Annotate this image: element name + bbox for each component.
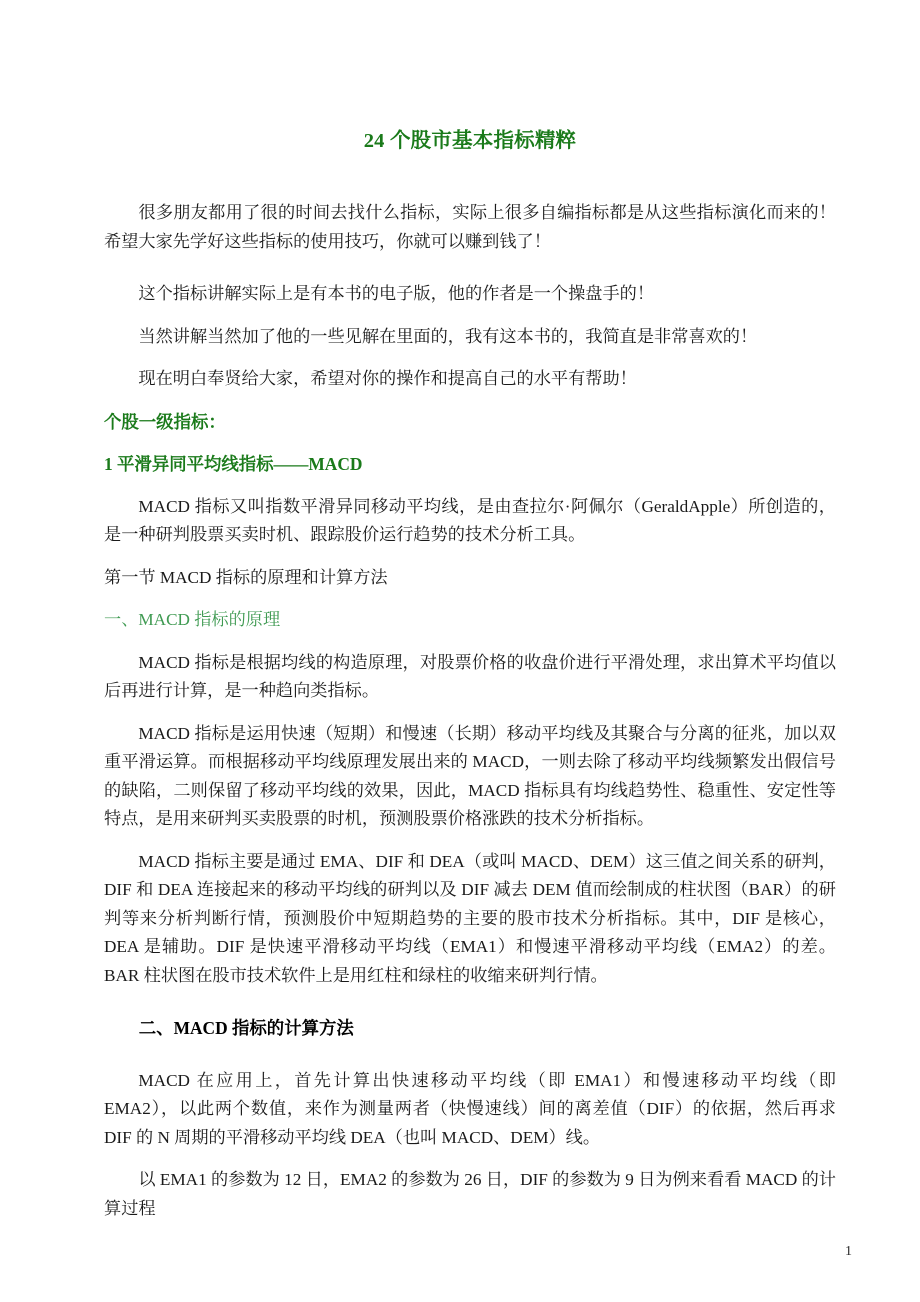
spacer <box>104 351 836 365</box>
spacer <box>104 394 836 408</box>
paragraph-intro-3: 当然讲解当然加了他的一些见解在里面的，我有这本书的，我简直是非常喜欢的！ <box>138 326 758 346</box>
spacer <box>104 592 836 606</box>
spacer <box>104 1043 836 1067</box>
heading-macd-calculation-method: 二、MACD 指标的计算方法 <box>138 1018 354 1038</box>
paragraph-intro-1: 很多朋友都用了很的时间去找什么指标，实际上很多自编指标都是从这些指标演化而来的！希望大家先学好这些指标的使用技巧，你就可以赚到钱了！ <box>104 203 836 251</box>
spacer <box>104 479 836 493</box>
paragraph-principle-2: MACD 指标是运用快速（短期）和慢速（长期）移动平均线及其聚合与分离的征兆，加以双重平滑运算。而根据移动平均线原理发展出来的 MACD，一则去除了移动平均线频繁发出假信号的缺陷，二则保留了移动平均线的效果，因此，MACD 指标具有均线趋势性、稳重性、安定性等特点，是用来研判买卖股票的时机，预测股票价格涨跌的技术分析指标。 <box>104 723 836 828</box>
paragraph-intro-4: 现在明白奉贤给大家，希望对你的操作和提高自己的水平有帮助！ <box>138 369 637 388</box>
paragraph-intro-2: 这个指标讲解实际上是有本书的电子版，他的作者是一个操盘手的！ <box>138 284 655 303</box>
paragraph-section-one: 第一节 MACD 指标的原理和计算方法 <box>104 567 388 587</box>
heading-level1-indicators: 个股一级指标： <box>104 411 226 432</box>
spacer <box>104 309 836 323</box>
spacer <box>104 436 836 450</box>
spacer <box>104 256 836 280</box>
page-title: 24 个股市基本指标精粹 <box>363 130 577 152</box>
spacer <box>104 1152 836 1166</box>
paragraph-calculation-1: MACD 在应用上，首先计算出快速移动平均线（即 EMA1）和慢速移动平均线（即 EMA2），以此两个数值，来作为测量两者（快慢速线）间的离差值（DIF）的依据，然后再求 DIF 的 N 周期的平滑移动平均线 DEA（也叫 MACD、DEM）线。 <box>104 1070 836 1147</box>
spacer <box>104 834 836 848</box>
spacer <box>104 550 836 564</box>
spacer <box>104 156 836 199</box>
paragraph-principle-3: MACD 指标主要是通过 EMA、DIF 和 DEA（或叫 MACD、DEM）这三值之间关系的研判，DIF 和 DEA 连接起来的移动平均线的研判以及 DIF 减去 DEM 值而绘制成的柱状图（BAR）的研判等来分析判断行情，预测股价中短期趋势的主要的股市技术分析指标。其中，DIF 是核心，DEA 是辅助。DIF 是快速平滑移动平均线（EMA1）和慢速平滑移动平均线（EMA2）的差。BAR 柱状图在股市技术软件上是用红柱和绿柱的收缩来研判行情。 <box>104 851 836 985</box>
spacer <box>104 706 836 720</box>
heading-macd-principle: 一、MACD 指标的原理 <box>104 610 281 629</box>
top-spacer <box>104 0 836 126</box>
paragraph-principle-1: MACD 指标是根据均线的构造原理，对股票价格的收盘价进行平滑处理，求出算术平均值以后再进行计算，是一种趋向类指标。 <box>104 652 836 700</box>
document-content <box>104 0 836 1223</box>
heading-macd: 1 平滑异同平均线指标——MACD <box>104 454 363 474</box>
spacer <box>104 990 836 1014</box>
page-number: 1 <box>845 1244 852 1259</box>
paragraph-calculation-2: 以 EMA1 的参数为 12 日，EMA2 的参数为 26 日，DIF 的参数为 9 日为例来看看 MACD 的计算过程 <box>104 1170 836 1218</box>
paragraph-macd-definition: MACD 指标又叫指数平滑异同移动平均线，是由查拉尔·阿佩尔（GeraldApple）所创造的，是一种研判股票买卖时机、跟踪股价运行趋势的技术分析工具。 <box>104 496 836 544</box>
spacer <box>104 635 836 649</box>
